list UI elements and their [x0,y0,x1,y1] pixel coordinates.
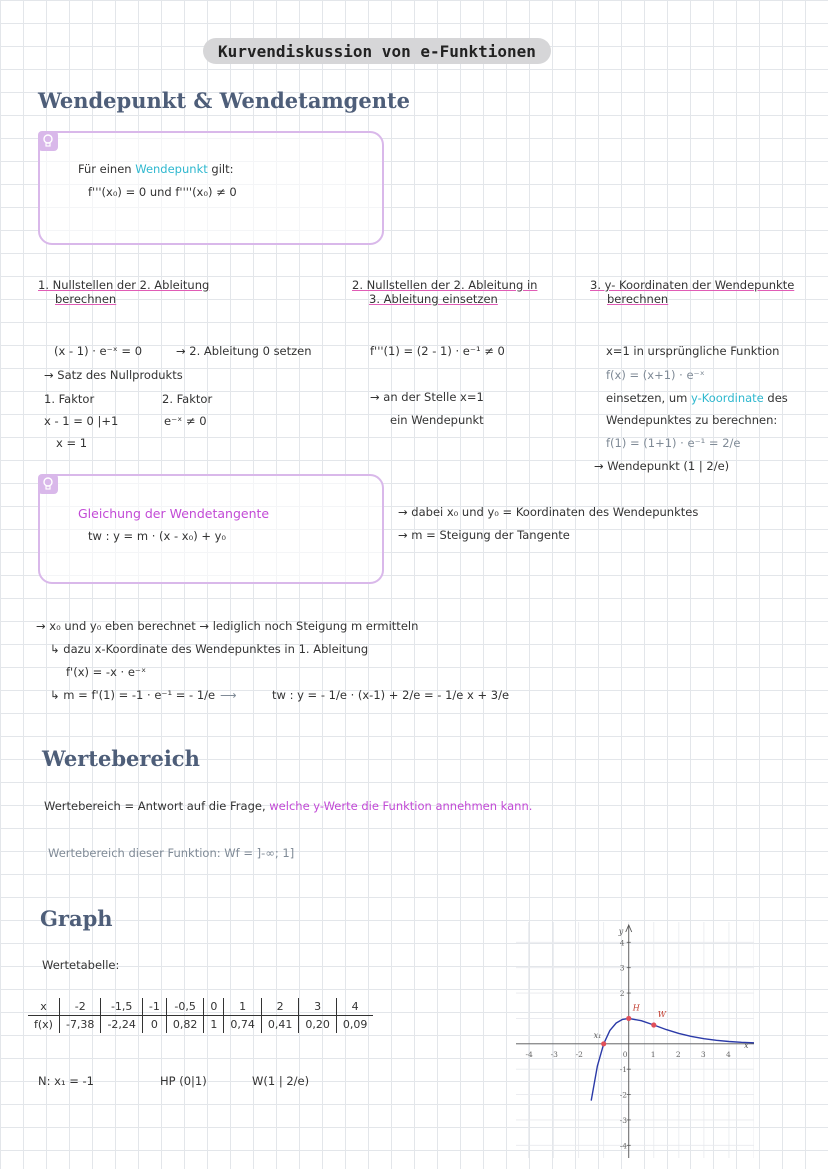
summary-zero: N: x₁ = -1 [38,1074,94,1088]
col1-factor2-eq: e⁻ˣ ≠ 0 [164,414,207,428]
steps-line1: → x₀ und y₀ eben berechnet → lediglich noch Steigung m ermitteln [36,619,419,633]
table-cell: 0,41 [261,1016,299,1034]
table-cell: 0 [204,998,224,1016]
col1-factor1-result: x = 1 [56,436,88,450]
y-tick-label: -3 [619,1115,628,1125]
y-tick-label: 3 [619,963,625,973]
table-cell: 0 [142,1016,166,1034]
table-cell: -2 [59,998,100,1016]
graph-point [626,1016,631,1021]
col3-heading: 3. y- Koordinaten der Wendepunkte berechnen [590,278,795,306]
steps-line2: ↳ dazu x-Koordinate des Wendepunktes in 1. Ableitung [50,642,369,656]
col1-eq1-note: → 2. Ableitung 0 setzen [176,344,312,358]
x-tick-label: -2 [575,1049,583,1059]
lightbulb-icon [38,474,58,494]
graph-point-label: W [657,1010,667,1020]
col1-factor1-label: 1. Faktor [44,392,95,406]
table-cell: -2,24 [101,1016,142,1034]
graph-point-label: H [632,1003,640,1013]
table-cell: 2 [261,998,299,1016]
section-heading-wertebereich: Wertebereich [42,746,200,771]
wertebereich-range: Wertebereich dieser Funktion: Wf = ]-∞; 1] [48,846,295,860]
table-cell: 0,20 [299,1016,337,1034]
y-tick-label: -4 [619,1141,628,1151]
steps-line4: ↳ m = f'(1) = -1 · e⁻¹ = - 1/e [50,688,216,702]
section-heading-wendepunkt: Wendepunkt & Wendetamgente [38,88,411,113]
section-heading-graph: Graph [40,906,113,931]
table-cell: -1 [142,998,166,1016]
col2-heading: 2. Nullstellen der 2. Ableitung in 3. Ableitung einsetzen [352,278,538,306]
function-curve [591,1018,754,1100]
col3-line1: x=1 in ursprüngliche Funktion [606,344,780,358]
col2-note-1: → an der Stelle x=1 [370,390,484,404]
function-graph [516,922,754,1158]
table-row [28,998,373,1016]
table-cell: 1 [224,998,262,1016]
summary-hp: HP (0|1) [160,1074,207,1088]
col2-eq: f'''(1) = (2 - 1) · e⁻¹ ≠ 0 [370,344,505,358]
table-cell: f(x) [28,1016,59,1034]
graph-point-label: x₁ [593,1030,602,1040]
table-row [28,1016,373,1034]
y-tick-label: -2 [619,1090,628,1100]
y-tick-label: -1 [619,1065,628,1075]
x-tick-label: 2 [675,1049,681,1059]
col1-heading: 1. Nullstellen der 2. Ableitung berechnen [38,278,210,306]
value-table [28,998,373,1033]
x-tick-label: 4 [725,1049,731,1059]
col3-line6: → Wendepunkt (1 | 2/e) [594,459,730,473]
y-tick-label: 4 [619,938,625,948]
col1-eq1: (x - 1) · e⁻ˣ = 0 [54,344,143,358]
info-line-2: f'''(x₀) = 0 und f''''(x₀) ≠ 0 [88,185,237,199]
x-tick-label: 0 [622,1049,628,1059]
steps-line3: f'(x) = -x · e⁻ˣ [66,665,147,679]
x-tick-label: -4 [525,1049,533,1059]
table-cell: 0,74 [224,1016,262,1034]
col3-line5: f(1) = (1+1) · e⁻¹ = 2/e [606,436,741,450]
x-tick-label: -3 [550,1049,558,1059]
table-cell: 3 [299,998,337,1016]
wertebereich-definition: Wertebereich = Antwort auf die Frage, welche y-Werte die Funktion annehmen kann. [44,799,533,813]
tangent-note-1: → dabei x₀ und y₀ = Koordinaten des Wendepunktes [398,505,699,519]
summary-wp: W(1 | 2/e) [252,1074,310,1088]
col1-factor1-eq: x - 1 = 0 |+1 [44,414,119,428]
col1-factor2-label: 2. Faktor [162,392,213,406]
col1-rule: → Satz des Nullprodukts [44,368,183,382]
graph-point [651,1022,656,1027]
x-axis-label: x [744,1040,749,1050]
steps-result: tw : y = - 1/e · (x-1) + 2/e = - 1/e x + 3/e [272,688,510,702]
col3-line4: Wendepunktes zu berechnen: [606,413,778,427]
col3-line2: f(x) = (x+1) · e⁻ˣ [606,368,705,382]
tangent-note-2: → m = Steigung der Tangente [398,528,570,542]
table-cell: 0,09 [342,1018,368,1031]
tangent-box-title: Gleichung der Wendetangente [78,506,270,521]
info-line-1: Für einen Wendepunkt gilt: [78,162,234,176]
x-tick-label: 3 [700,1049,706,1059]
table-label: Wertetabelle: [42,958,120,972]
y-axis-label: y [618,927,624,936]
col3-line3: einsetzen, um y-Koordinate des [606,391,788,405]
x-tick-label: 1 [650,1049,656,1059]
table-cell: -7,38 [59,1016,100,1034]
col2-note-2: ein Wendepunkt [390,413,484,427]
table-cell: 0,82 [166,1016,204,1034]
table-cell: x [28,998,59,1016]
table-cell: 1 [204,1016,224,1034]
steps-arrow: ⟶ [220,688,237,702]
table-cell: 4 [336,998,373,1016]
graph-point [601,1041,606,1046]
table-cell: -0,5 [166,998,204,1016]
lightbulb-icon [38,131,58,151]
table-cell: -1,5 [101,998,142,1016]
tangent-box-formula: tw : y = m · (x - x₀) + y₀ [88,529,227,543]
page-title: Kurvendiskussion von e-Funktionen [203,38,551,64]
y-tick-label: 2 [619,989,625,999]
